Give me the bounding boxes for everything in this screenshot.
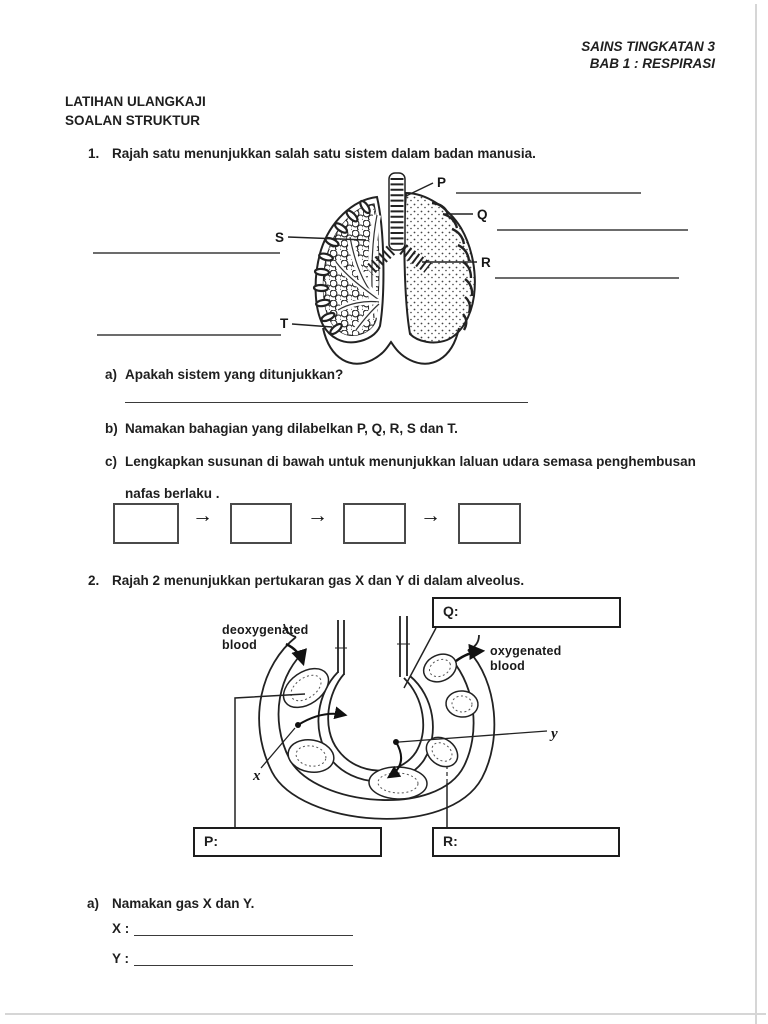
deoxygenated-blood-label-line2: blood <box>222 638 258 652</box>
q2a-x-prefix: X : <box>112 921 130 936</box>
oxygenated-blood-label-line2: blood <box>490 659 526 673</box>
gas-y-label: y <box>551 726 558 742</box>
title-line1: LATIHAN ULANGKAJI <box>65 94 206 109</box>
header-line1: SAINS TINGKATAN 3 <box>581 39 715 54</box>
answer-box-P-label: P: <box>204 833 218 849</box>
flow-box-1 <box>113 503 179 544</box>
q1a-answer-line <box>125 402 528 403</box>
q1a-label: a) <box>105 367 118 382</box>
q1b-text: Namakan bahagian yang dilabelkan P, Q, R, S dan T. <box>125 421 458 436</box>
label-S: S <box>275 230 285 245</box>
air-passage-walls <box>335 616 410 677</box>
deoxygenated-flow-arrow <box>286 644 303 663</box>
trachea <box>389 173 405 250</box>
label-Q: Q <box>477 207 488 222</box>
flow-arrow-3: → <box>420 504 441 527</box>
q1-text: Rajah satu menunjukkan salah satu sistem dalam badan manusia. <box>112 146 536 161</box>
flow-box-3 <box>343 503 406 544</box>
q2a-y-answer-line <box>134 965 353 966</box>
right-lung <box>404 193 474 342</box>
deoxygenated-blood-label-line1: deoxygenated <box>222 623 309 637</box>
header-line2: BAB 1 : RESPIRASI <box>589 56 715 71</box>
lung-diagram <box>88 166 688 372</box>
q2a-text: Namakan gas X dan Y. <box>112 896 255 911</box>
q2a-x-answer-line <box>134 935 353 936</box>
label-P: P <box>437 175 447 190</box>
q2-text: Rajah 2 menunjukkan pertukaran gas X dan Y di dalam alveolus. <box>112 573 525 588</box>
oxygenated-blood-label-line1: oxygenated <box>490 644 562 658</box>
left-lung <box>308 195 392 345</box>
worksheet-title <box>65 92 206 130</box>
q1c-text-line2: nafas berlaku . <box>125 486 220 501</box>
document-header <box>581 38 715 72</box>
oxygenated-flow-arrow <box>456 651 482 661</box>
title-line2: SOALAN STRUKTUR <box>65 113 200 128</box>
q1-number: 1. <box>88 146 100 161</box>
q1b-label: b) <box>105 421 118 436</box>
answer-box-R-label: R: <box>443 833 458 849</box>
page-edge-bottom <box>5 1013 766 1015</box>
page-edge-right <box>755 4 757 1024</box>
flow-box-4 <box>458 503 521 544</box>
q1a-text: Apakah sistem yang ditunjukkan? <box>125 367 344 382</box>
q2a-label: a) <box>87 896 100 911</box>
q2-number: 2. <box>88 573 100 588</box>
flow-box-2 <box>230 503 292 544</box>
answer-box-P <box>193 827 382 857</box>
answer-box-R <box>432 827 620 857</box>
q2a-y-prefix: Y : <box>112 951 130 966</box>
q1c-label: c) <box>105 454 118 469</box>
gas-x-label: x <box>253 768 261 784</box>
label-R: R <box>481 255 491 270</box>
alveolus-walls <box>318 672 433 782</box>
flow-arrow-2: → <box>307 504 328 527</box>
label-T: T <box>280 316 289 331</box>
answer-box-Q <box>432 597 621 628</box>
answer-box-Q-label: Q: <box>443 603 459 619</box>
flow-arrow-1: → <box>192 504 213 527</box>
q1c-text-line1: Lengkapkan susunan di bawah untuk menunjukkan laluan udara semasa penghembusan <box>125 454 696 469</box>
